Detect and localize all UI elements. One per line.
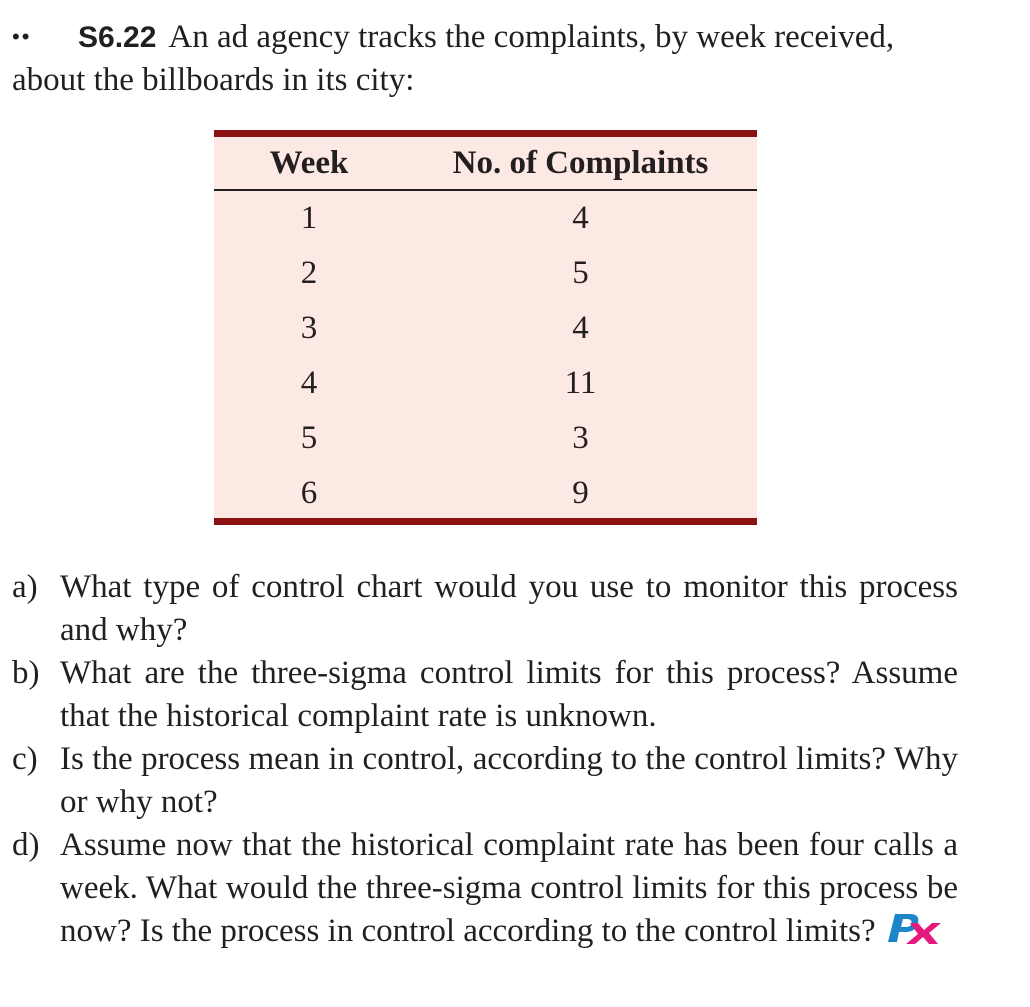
question-label: a) — [12, 569, 38, 605]
cell-week: 3 — [300, 310, 318, 346]
cell-complaints: 4 — [572, 200, 589, 236]
complaints-table — [214, 130, 757, 525]
question-label: d) — [12, 827, 40, 863]
header-complaints: No. of Complaints — [404, 137, 757, 190]
question-text: Assume now that the historical complaint rate has been four calls a week. What would the three-sigma control limits for this process be now? Is the process in control according to the control limits? — [60, 827, 958, 949]
question-text: What are the three-sigma control limits for this process? Assume that the historical complaint rate is unknown. — [60, 655, 958, 734]
cell-week: 4 — [300, 365, 318, 401]
header-week: Week — [214, 137, 404, 190]
problem-intro-text: An ad agency tracks the complaints, by week received, about the billboards in its city: — [12, 19, 895, 98]
cell-complaints: 5 — [572, 255, 589, 291]
cell-complaints: 4 — [572, 310, 589, 346]
cell-complaints: 3 — [572, 420, 589, 456]
cell-complaints: 11 — [564, 365, 597, 401]
question-a — [12, 566, 958, 652]
question-d — [12, 824, 958, 957]
cell-week: 6 — [300, 475, 318, 511]
cell-week: 2 — [300, 255, 318, 291]
question-b — [12, 652, 958, 738]
problem-number: S6.22 — [78, 21, 157, 54]
cell-week: 5 — [300, 420, 318, 456]
table-row — [214, 466, 757, 521]
table-row — [214, 356, 757, 411]
question-text: What type of control chart would you use to monitor this process and why? — [60, 569, 958, 648]
question-c — [12, 738, 958, 824]
table-row — [214, 411, 757, 466]
difficulty-dots: •• — [12, 24, 32, 49]
question-label: b) — [12, 655, 40, 691]
table-row — [214, 190, 757, 246]
cell-week: 1 — [300, 200, 318, 236]
table-header-row — [214, 137, 757, 190]
data-table — [214, 137, 757, 521]
px-logo-icon[interactable] — [882, 911, 942, 957]
table-row — [214, 301, 757, 356]
question-label: c) — [12, 741, 38, 777]
problem-intro — [12, 16, 962, 101]
table-row — [214, 246, 757, 301]
question-list — [12, 566, 958, 957]
question-text: Is the process mean in control, according to the control limits? Why or why not? — [60, 741, 958, 820]
cell-complaints: 9 — [572, 475, 589, 511]
